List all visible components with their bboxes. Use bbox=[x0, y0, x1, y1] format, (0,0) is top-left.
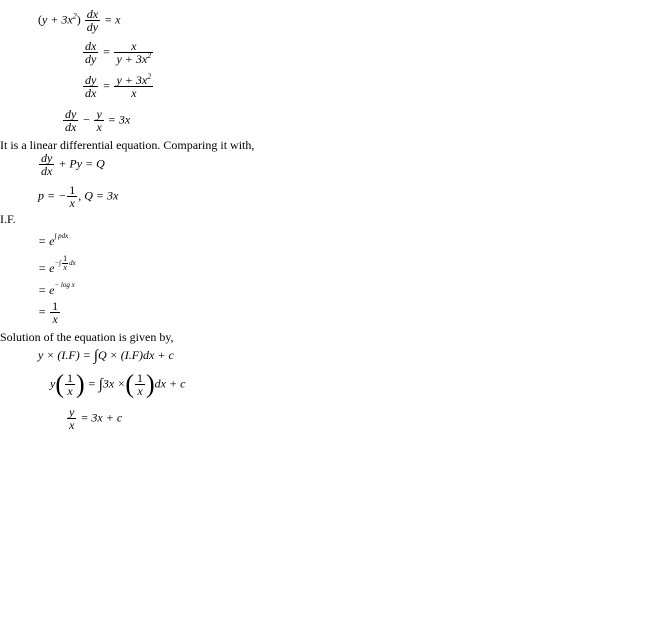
p-equals-minus: p = − bbox=[38, 188, 67, 203]
plus-py-equals-q: + Py = Q bbox=[58, 156, 105, 171]
equals-sign: = bbox=[38, 261, 47, 275]
minus-sign: − bbox=[82, 112, 91, 127]
exponent-neg-int: −∫ 1 x dx bbox=[54, 253, 76, 272]
solution-final bbox=[66, 406, 122, 431]
exponent-int-pdx: ∫ pdx bbox=[54, 232, 69, 240]
q-times-if: Q × (I.F) bbox=[97, 348, 144, 362]
equals-sign: = bbox=[38, 304, 47, 319]
if-result bbox=[38, 300, 61, 325]
y-times-if: y × (I.F) = bbox=[38, 348, 91, 362]
equation-line-4 bbox=[62, 108, 130, 133]
q-equals-3x: , Q = 3x bbox=[78, 188, 119, 203]
if-step-1 bbox=[38, 234, 68, 250]
fraction-dx-dy: $\frac{dx}{dy}$ bbox=[85, 39, 97, 66]
if-label: I.F. bbox=[0, 212, 16, 226]
open-paren: ( bbox=[38, 12, 42, 27]
equals-sign: = bbox=[102, 44, 111, 59]
equation-line-2 bbox=[82, 40, 154, 65]
fraction-y-over-x: $\frac{y}{x}$ bbox=[96, 107, 102, 134]
base-e: e bbox=[49, 261, 55, 275]
integral-sign: ∫ bbox=[98, 376, 103, 393]
equals-3x: = 3x bbox=[107, 112, 131, 127]
close-paren: ) bbox=[76, 12, 81, 27]
equation-p-q bbox=[38, 184, 118, 209]
fraction-one-over-x: $\frac{1}{x}$ bbox=[67, 371, 73, 398]
three-x-times: 3x × bbox=[102, 376, 126, 391]
fraction-one-over-x: $\frac{1}{x}$ bbox=[52, 299, 59, 326]
fraction-dx-dy: $\frac{dx}{dy}$ bbox=[86, 7, 99, 34]
solution-substituted: y( $\frac{1}{x}$ ) = ∫3x ×( $\frac{1}{x}$ )dx + c bbox=[50, 369, 186, 399]
equals-sign: = bbox=[102, 78, 111, 93]
equals-x: = x bbox=[104, 12, 121, 27]
fraction-one-over-x: $\frac{1}{x}$ bbox=[137, 371, 143, 398]
term-y-plus-3x2: y + 3x bbox=[42, 12, 73, 27]
fraction-dy-dx: $\frac{dy}{dx}$ bbox=[41, 151, 53, 178]
dx-plus-c: dx + c bbox=[143, 348, 174, 362]
fraction-dy-dx: $\frac{dy}{dx}$ bbox=[65, 107, 77, 134]
linear-statement: It is a linear differential equation. Comparing it with, bbox=[0, 138, 255, 152]
if-step-3 bbox=[38, 283, 75, 299]
equation-line-3 bbox=[82, 74, 154, 99]
equals-sign: = bbox=[38, 283, 47, 297]
dx-plus-c: dx + c bbox=[154, 376, 186, 391]
solution-statement: Solution of the equation is given by, bbox=[0, 330, 174, 344]
exponent-neg-log: − log x bbox=[54, 281, 75, 289]
if-step-2 bbox=[38, 253, 76, 279]
exponent: 2 bbox=[72, 11, 77, 21]
base-e: e bbox=[49, 283, 55, 297]
base-e: e bbox=[49, 234, 55, 248]
fraction-dy-dx: $\frac{dy}{dx}$ bbox=[85, 73, 97, 100]
equals-3x-plus-c: = 3x + c bbox=[80, 410, 123, 425]
equation-standard-form bbox=[38, 152, 105, 177]
fraction-y-over-x: $\frac{y}{x}$ bbox=[69, 405, 75, 432]
fraction-expr-over-x: $\frac{y + 3x^2}{x}$ bbox=[116, 72, 152, 100]
fraction-one-over-x: $\frac{1}{x}$ bbox=[69, 183, 76, 210]
fraction-x-over-expr: $\frac{x}{y + 3x^2}$ bbox=[116, 39, 152, 66]
equation-line-1 bbox=[38, 8, 121, 33]
equals-sign: = bbox=[38, 234, 47, 248]
integral-sign: ∫ bbox=[93, 348, 98, 364]
equals-sign: = bbox=[87, 376, 96, 391]
solution-formula bbox=[38, 348, 174, 363]
